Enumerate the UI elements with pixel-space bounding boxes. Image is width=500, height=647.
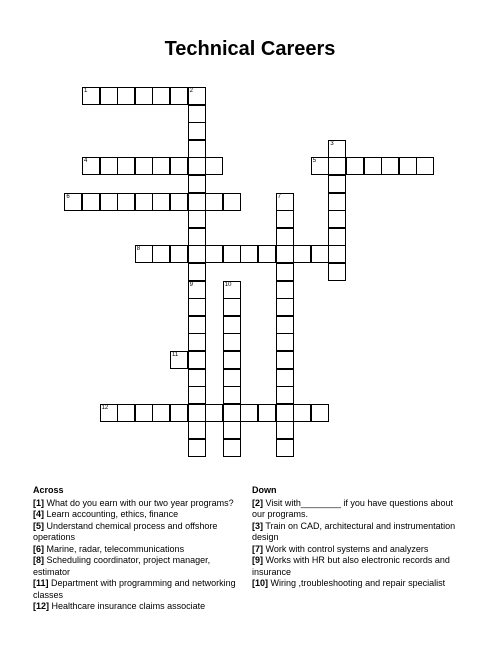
grid-cell[interactable] (328, 210, 346, 228)
grid-cell[interactable] (135, 87, 153, 105)
grid-cell[interactable] (170, 245, 188, 263)
clue-number: 3 (330, 140, 334, 147)
grid-cell[interactable] (223, 333, 241, 351)
clue-number: 11 (172, 352, 179, 358)
grid-cell[interactable] (152, 157, 170, 175)
grid-cell[interactable] (205, 404, 223, 422)
clue-text: Scheduling coordinator, project manager, estimator (33, 555, 211, 577)
grid-cell[interactable] (152, 87, 170, 105)
grid-cell[interactable] (276, 298, 294, 316)
grid-cell[interactable] (188, 263, 206, 281)
clue-label: [6] (33, 543, 44, 554)
clue-number: 8 (136, 246, 141, 253)
grid-cell[interactable] (188, 140, 206, 158)
grid-cell[interactable] (223, 193, 241, 211)
grid-cell[interactable] (100, 193, 118, 211)
grid-cell[interactable] (117, 193, 135, 211)
across-clue (33, 521, 245, 544)
grid-cell[interactable] (276, 369, 294, 387)
grid-cell[interactable] (240, 404, 258, 422)
grid-cell[interactable] (82, 87, 100, 105)
grid-cell[interactable] (152, 245, 170, 263)
grid-cell[interactable] (117, 87, 135, 105)
grid-cell[interactable] (276, 263, 294, 281)
grid-cell[interactable] (135, 193, 153, 211)
grid-cell[interactable] (100, 404, 118, 422)
grid-cell[interactable] (117, 404, 135, 422)
grid-cell[interactable] (258, 404, 276, 422)
grid-cell[interactable] (240, 245, 258, 263)
grid-cell[interactable] (188, 157, 206, 175)
grid-cell[interactable] (188, 105, 206, 123)
clue-label: [3] (252, 520, 263, 531)
across-clue (33, 601, 245, 613)
grid-cell[interactable] (399, 157, 417, 175)
clue-number: 12 (101, 404, 109, 411)
grid-cell[interactable] (170, 87, 188, 105)
grid-cell[interactable] (276, 193, 294, 211)
grid-cell[interactable] (276, 333, 294, 351)
clue-text: Wiring ,troubleshooting and repair specialist (268, 578, 446, 588)
grid-cell[interactable] (223, 351, 241, 369)
grid-cell[interactable] (188, 316, 206, 334)
grid-cell[interactable] (311, 404, 329, 422)
clue-text: Department with programming and networking classes (33, 578, 236, 600)
grid-cell[interactable] (293, 245, 311, 263)
grid-cell[interactable] (188, 281, 206, 299)
grid-cell[interactable] (276, 421, 294, 439)
grid-cell[interactable] (188, 369, 206, 387)
grid-cell[interactable] (135, 404, 153, 422)
clue-label: [12] (33, 601, 50, 611)
clue-number: 4 (84, 158, 88, 165)
clue-text: Visit with________ if you have questions about our programs. (252, 497, 453, 519)
grid-cell[interactable] (328, 193, 346, 211)
grid-cell[interactable] (293, 404, 311, 422)
clue-number: 2 (189, 88, 193, 94)
grid-cell[interactable] (346, 157, 364, 175)
clue-text: Healthcare insurance claims associate (49, 601, 206, 611)
grid-cell[interactable] (188, 404, 206, 422)
grid-cell[interactable] (364, 157, 382, 175)
grid-cell[interactable] (416, 157, 434, 175)
grid-cell[interactable] (152, 404, 170, 422)
across-heading: Across (33, 485, 64, 495)
down-clue (252, 498, 464, 521)
grid-cell[interactable] (223, 386, 241, 404)
down-clue (252, 578, 464, 590)
grid-cell[interactable] (311, 157, 329, 175)
clue-text: Train on CAD, architectural and instrumentation design (252, 520, 456, 542)
grid-cell[interactable] (381, 157, 399, 175)
grid-cell[interactable] (328, 228, 346, 246)
grid-cell[interactable] (276, 210, 294, 228)
grid-cell[interactable] (117, 157, 135, 175)
grid-cell[interactable] (276, 228, 294, 246)
grid-cell[interactable] (188, 298, 206, 316)
puzzle-title: Technical Careers (164, 38, 336, 60)
clue-label: [8] (33, 555, 44, 565)
across-clues (33, 485, 245, 613)
grid-cell[interactable] (188, 351, 206, 369)
grid-cell[interactable] (276, 351, 294, 369)
grid-cell[interactable] (223, 298, 241, 316)
grid-cell[interactable] (276, 281, 294, 299)
grid-cell[interactable] (328, 157, 346, 175)
grid-cell[interactable] (170, 351, 188, 369)
grid-cell[interactable] (276, 404, 294, 422)
clue-label: [5] (33, 520, 44, 531)
grid-cell[interactable] (170, 404, 188, 422)
grid-cell[interactable] (205, 157, 223, 175)
grid-cell[interactable] (223, 439, 241, 457)
clue-number: 10 (224, 281, 232, 288)
down-clue (252, 555, 464, 578)
grid-cell[interactable] (205, 245, 223, 263)
grid-cell[interactable] (258, 245, 276, 263)
grid-cell[interactable] (188, 439, 206, 457)
grid-cell[interactable] (135, 157, 153, 175)
grid-cell[interactable] (170, 193, 188, 211)
grid-cell[interactable] (152, 193, 170, 211)
grid-cell[interactable] (205, 193, 223, 211)
grid-cell[interactable] (223, 369, 241, 387)
grid-cell[interactable] (64, 193, 82, 211)
grid-cell[interactable] (188, 210, 206, 228)
clue-label: [7] (252, 543, 263, 554)
grid-cell[interactable] (328, 245, 346, 263)
grid-cell[interactable] (170, 157, 188, 175)
grid-cell[interactable] (223, 281, 241, 299)
across-clue (33, 555, 245, 578)
grid-cell[interactable] (188, 87, 206, 105)
clue-text: Work with control systems and analyzers (263, 543, 429, 554)
clue-number: 5 (312, 158, 317, 165)
grid-cell[interactable] (188, 333, 206, 351)
across-clue (33, 509, 245, 521)
clue-text: What do you earn with our two year programs? (44, 497, 234, 508)
grid-cell[interactable] (100, 157, 118, 175)
grid-cell[interactable] (223, 404, 241, 422)
clue-text: Understand chemical process and offshore operations (33, 520, 218, 542)
grid-cell[interactable] (223, 421, 241, 439)
clue-label: [11] (33, 578, 49, 588)
across-clue (33, 578, 245, 601)
clue-label: [10] (252, 578, 269, 588)
grid-cell[interactable] (223, 316, 241, 334)
clue-label: [2] (252, 497, 263, 508)
clue-text: Marine, radar, telecommunications (44, 543, 185, 554)
clue-text: Works with HR but also electronic records and insurance (252, 555, 450, 577)
grid-cell[interactable] (328, 263, 346, 281)
grid-cell[interactable] (188, 421, 206, 439)
grid-cell[interactable] (188, 122, 206, 140)
grid-cell[interactable] (276, 316, 294, 334)
across-clue (33, 544, 245, 556)
clue-label: [1] (33, 497, 44, 508)
grid-cell[interactable] (82, 157, 100, 175)
down-clues (252, 485, 464, 590)
down-heading: Down (252, 485, 277, 495)
clue-number: 1 (84, 88, 88, 94)
grid-cell[interactable] (311, 245, 329, 263)
grid-cell[interactable] (328, 175, 346, 193)
grid-cell[interactable] (223, 245, 241, 263)
grid-cell[interactable] (328, 140, 346, 158)
clue-label: [4] (33, 509, 44, 519)
across-clue (33, 498, 245, 510)
grid-cell[interactable] (276, 386, 294, 404)
grid-cell[interactable] (188, 193, 206, 211)
grid-cell[interactable] (188, 175, 206, 193)
down-clue (252, 544, 464, 556)
clue-number: 9 (189, 281, 193, 288)
down-clue (252, 521, 464, 544)
grid-cell[interactable] (100, 87, 118, 105)
clue-text: Learn accounting, ethics, finance (44, 509, 179, 519)
grid-cell[interactable] (82, 193, 100, 211)
grid-cell[interactable] (188, 386, 206, 404)
grid-cell[interactable] (188, 228, 206, 246)
grid-cell[interactable] (188, 245, 206, 263)
grid-cell[interactable] (276, 439, 294, 457)
clue-number: 6 (66, 193, 70, 200)
grid-cell[interactable] (135, 245, 153, 263)
clue-number: 7 (277, 193, 281, 200)
grid-cell[interactable] (276, 245, 294, 263)
clue-label: [9] (252, 555, 263, 565)
